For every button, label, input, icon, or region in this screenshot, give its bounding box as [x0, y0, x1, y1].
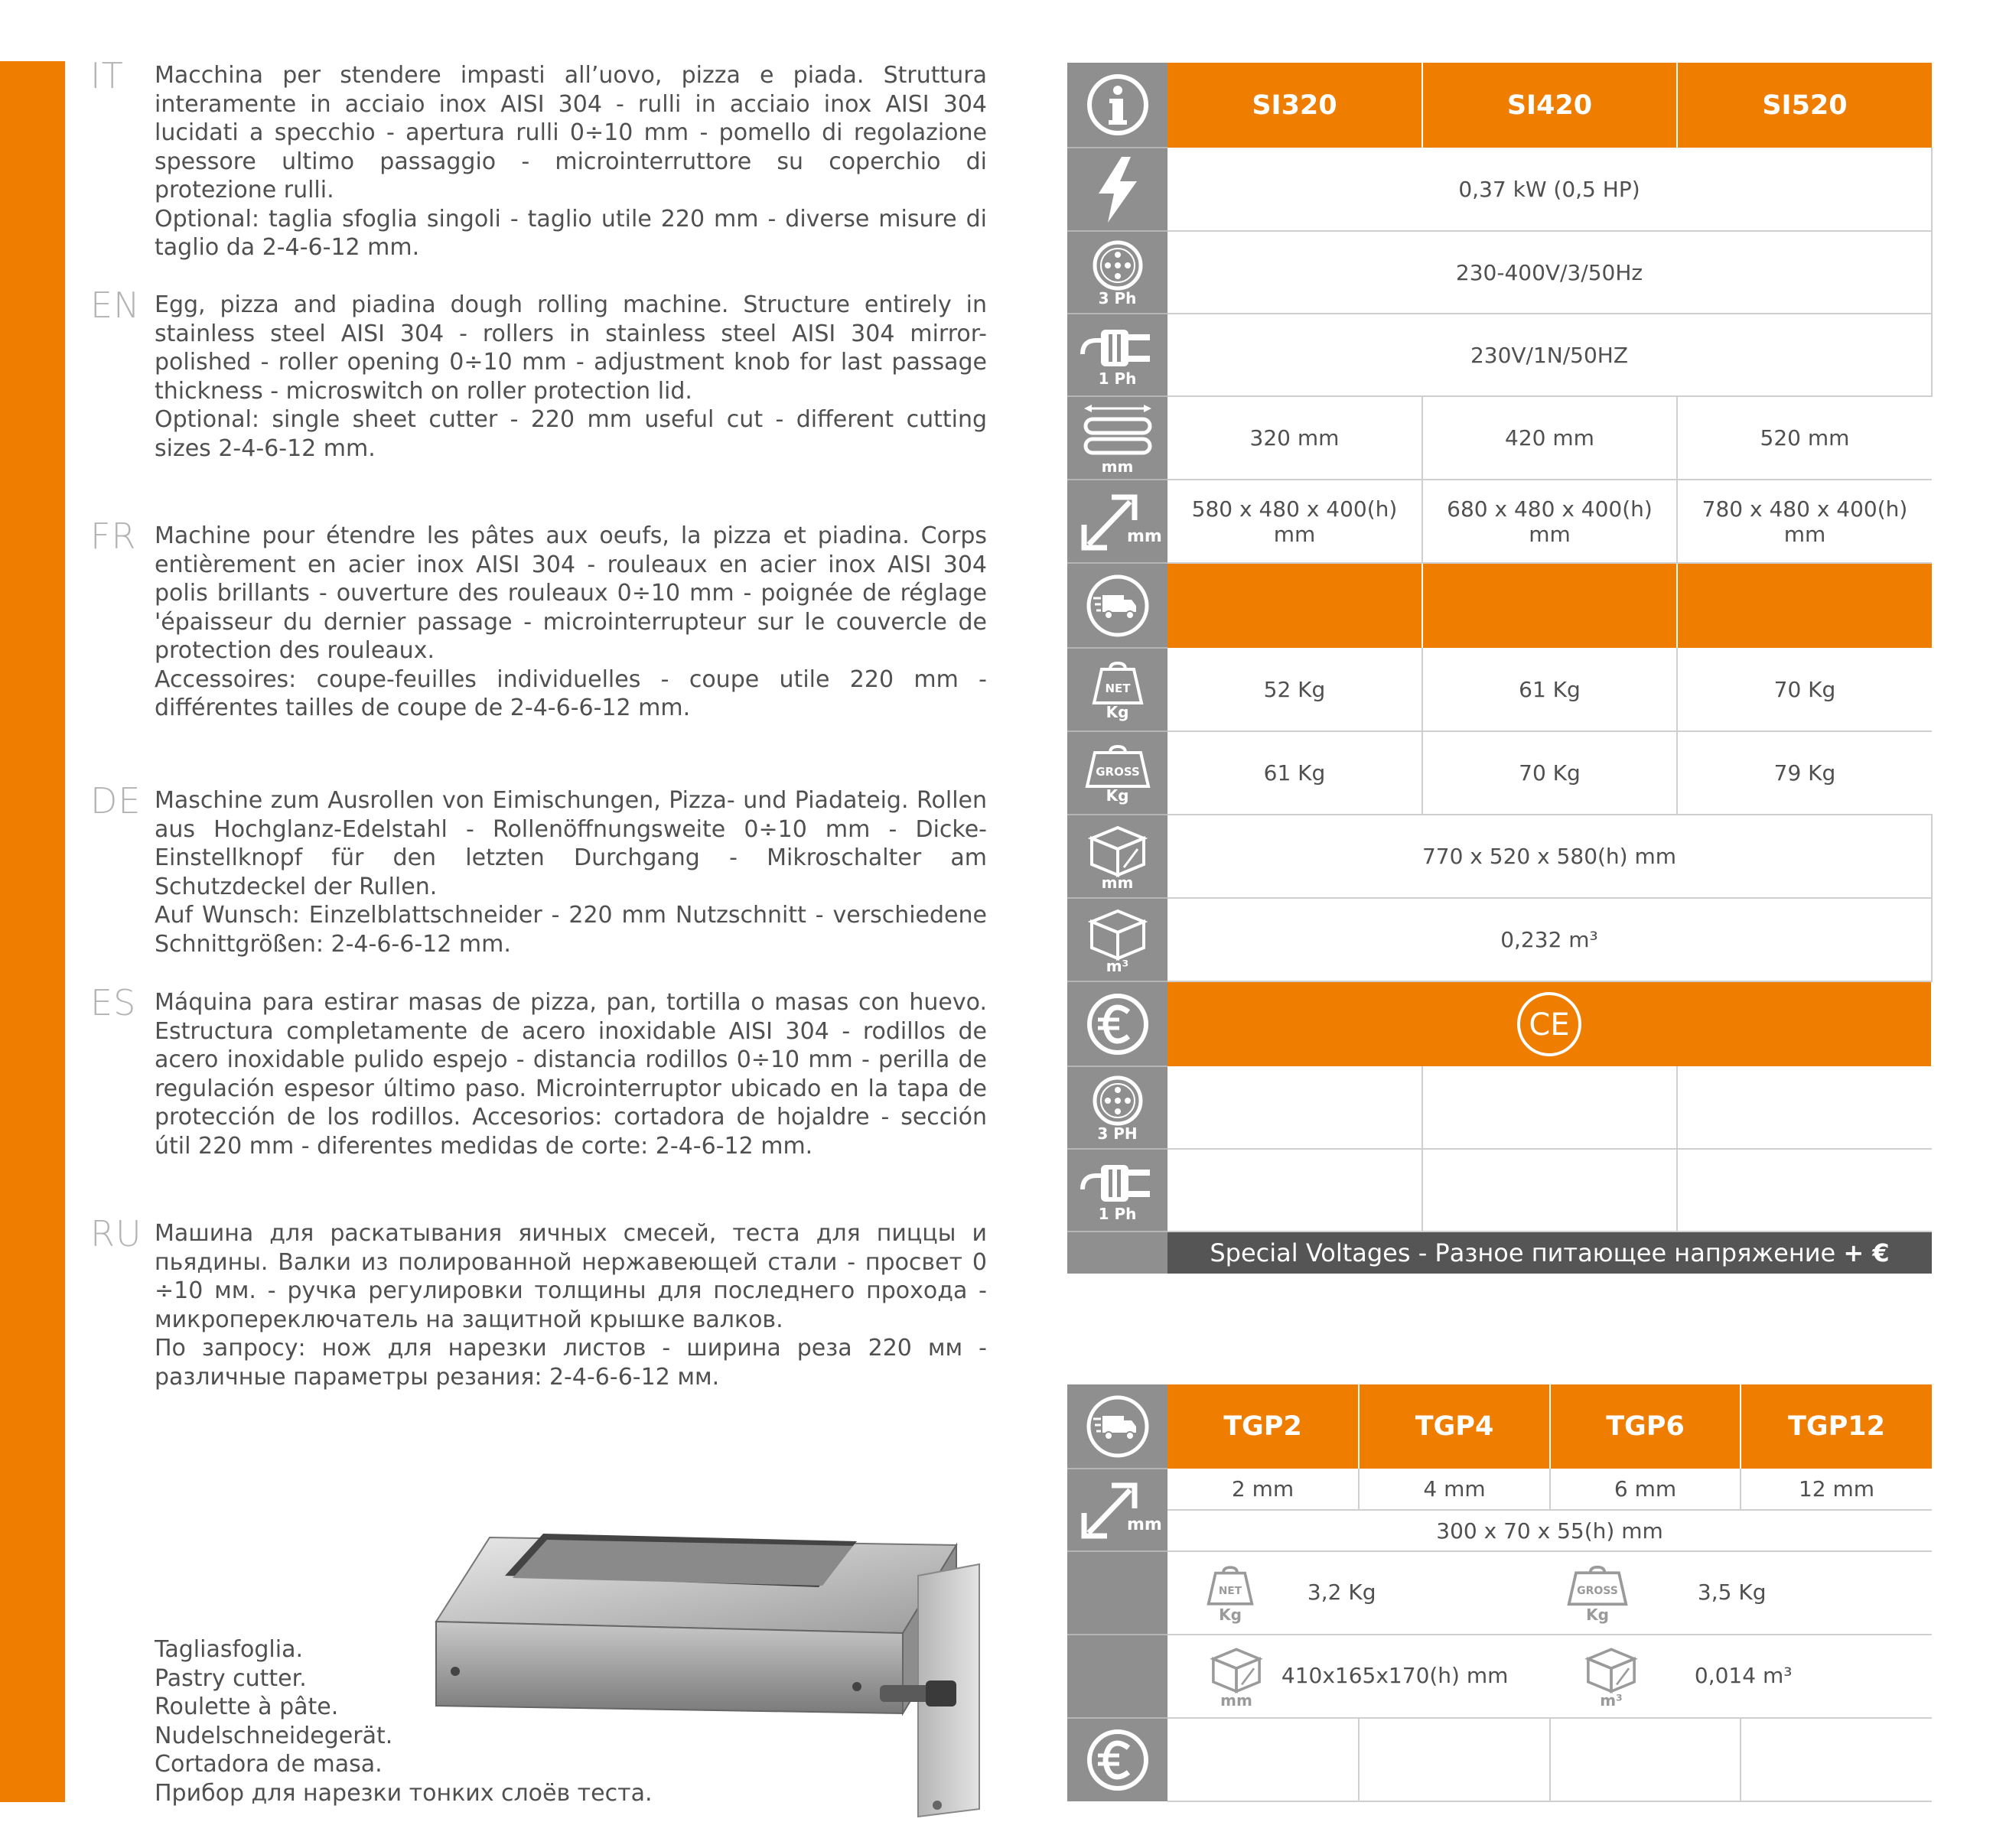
info-icon-cell: [1067, 63, 1167, 148]
acc-price-tgp6: [1550, 1718, 1741, 1801]
special-3ph-row: [1067, 1066, 1932, 1149]
cut-size-tgp12: 12 mm: [1741, 1469, 1932, 1510]
special-three-ph-label: 3 PH: [1097, 1124, 1138, 1143]
description-it-optional: Optional: taglia sfoglia singoli - taglio utile 220 mm - diverse misure di taglio da 2-4-6-12 mm.: [155, 205, 987, 261]
acc-header-row: [1067, 1384, 1932, 1469]
net-weight-row: [1067, 648, 1932, 731]
diagonal-dimension-icon: [1078, 491, 1162, 552]
pastry-cutter-image: [428, 1503, 979, 1824]
acc-weight-icon-cell: [1067, 1551, 1167, 1635]
lang-code-ru: RU: [90, 1213, 142, 1254]
description-es: [155, 988, 987, 1160]
acc-price-tgp12: [1741, 1718, 1932, 1801]
package-mm-label: mm: [1101, 873, 1134, 892]
net-weight-icon-cell: [1067, 648, 1167, 731]
description-fr-optional: Accessoires: coupe-feuilles individuelles - coupe utile 220 mm - différentes tailles de coupe de 2-4-6-6-12 mm.: [155, 665, 987, 721]
acc-dimensions-icon-cell: [1067, 1469, 1167, 1551]
ce-mark-text: CE: [1529, 1007, 1570, 1043]
description-en-main: Egg, pizza and piadina dough rolling machine. Structure entirely in stainless steel AISI 304 - rollers in stainless steel AISI 304 mirror-polished - roller opening 0÷10 mm - adjustment knob for last passage thickness - microswitch on roller protection lid.: [155, 291, 987, 405]
delivery-truck-icon: [1086, 574, 1150, 638]
caption-line-es: Cortadora de masa.: [155, 1751, 383, 1778]
model-tgp12: TGP12: [1741, 1384, 1932, 1469]
special-three-phase-icon-cell: [1067, 1066, 1167, 1149]
net-weight-si420: 61 Kg: [1422, 648, 1677, 731]
model-tgp2: TGP2: [1167, 1384, 1359, 1469]
lang-code-it: IT: [90, 55, 124, 96]
acc-cut-size-row: [1067, 1469, 1932, 1510]
acc-gross-weight-cell: [1550, 1551, 1932, 1635]
acc-package-volume-cell: [1550, 1635, 1932, 1718]
acc-dimensions-mm-text: mm: [1126, 1515, 1162, 1534]
acc-price-tgp4: [1359, 1718, 1550, 1801]
spec-table-machine: [1067, 63, 1933, 1274]
delivery-truck-icon: [1086, 1394, 1150, 1459]
three-phase-socket-icon: [1091, 1074, 1145, 1127]
acc-package-mm-label: mm: [1220, 1690, 1252, 1710]
gross-weight-row: [1067, 731, 1932, 815]
acc-net-weight-value: 3,2 Kg: [1307, 1579, 1376, 1605]
roller-width-si420: 420 mm: [1422, 396, 1677, 480]
special-3ph-si320: [1167, 1066, 1422, 1149]
shipping-bar-3: [1677, 563, 1932, 648]
acc-net-kg-label: Kg: [1219, 1605, 1242, 1624]
one-ph-label: 1 Ph: [1098, 369, 1137, 388]
roller-icon-cell: [1067, 396, 1167, 480]
shipping-row: [1067, 563, 1932, 648]
description-fr: [155, 522, 987, 723]
plug-icon: [1080, 324, 1156, 373]
diagonal-dimension-icon: [1078, 1479, 1162, 1541]
gross-weight-icon-cell: [1067, 731, 1167, 815]
lang-code-en: EN: [90, 285, 141, 326]
package-volume-row: [1067, 898, 1932, 981]
left-accent-bar: [0, 61, 65, 1802]
voltage-1ph-value: 230V/1N/50HZ: [1167, 314, 1932, 396]
acc-gross-weight-icon-wrap: [1565, 1564, 1630, 1622]
model-tgp6: TGP6: [1550, 1384, 1741, 1469]
acc-package-row: [1067, 1635, 1932, 1718]
euro-icon-cell: [1067, 981, 1167, 1066]
net-kg-label: Kg: [1106, 702, 1129, 721]
three-phase-socket-icon: [1091, 239, 1145, 292]
shipping-icon-cell: [1067, 563, 1167, 648]
caption-line-ru: Прибор для нарезки тонких слоёв теста.: [155, 1779, 653, 1807]
caption-line-it: Tagliasfoglia.: [155, 1636, 304, 1663]
model-si520: SI520: [1677, 63, 1932, 148]
ce-mark-cell: [1167, 981, 1932, 1066]
gross-weight-si320: 61 Kg: [1167, 731, 1422, 815]
euro-icon: [1086, 992, 1150, 1056]
shipping-bar-1: [1167, 563, 1422, 648]
special-3ph-si420: [1422, 1066, 1677, 1149]
roller-width-si320: 320 mm: [1167, 396, 1422, 480]
info-icon: [1086, 73, 1150, 137]
dimensions-mm-text: mm: [1126, 526, 1162, 546]
acc-package-volume-value: 0,014 m³: [1694, 1662, 1793, 1688]
dimensions-si320: 580 x 480 x 400(h) mm: [1167, 480, 1422, 563]
special-voltages-bar: [1167, 1231, 1932, 1274]
three-ph-label: 3 Ph: [1098, 289, 1137, 307]
cut-size-tgp2: 2 mm: [1167, 1469, 1359, 1510]
special-voltages-suffix: + €: [1843, 1238, 1890, 1267]
acc-euro-icon-cell: [1067, 1718, 1167, 1801]
power-icon-cell: [1067, 148, 1167, 231]
shipping-bar-2: [1422, 563, 1677, 648]
header-row: [1067, 63, 1932, 148]
roller-width-row: [1067, 396, 1932, 480]
cut-size-tgp4: 4 mm: [1359, 1469, 1550, 1510]
net-weight-si520: 70 Kg: [1677, 648, 1932, 731]
acc-weight-row: [1067, 1551, 1932, 1635]
description-es-main: Máquina para estirar masas de pizza, pan, tortilla o masas con huevo. Estructura completamente de acero inoxidable AISI 304 - rodillos de acero inoxidable pulido espejo - distancia rodillos 0÷10 mm - perilla de regulación espesor último paso. Microinterruptor ubicado en la tapa de protección de los rodillos. Accesorios: cortadora de hojaldre - sección útil 220 mm - diferentes medidas de corte: 2-4-6-12 mm.: [155, 989, 987, 1160]
acc-gross-kg-label: Kg: [1586, 1605, 1609, 1624]
volume-box-icon: [1581, 1645, 1642, 1693]
special-voltages-text: Special Voltages - Разное питающее напряжение: [1210, 1238, 1836, 1267]
gross-weight-si520: 79 Kg: [1677, 731, 1932, 815]
description-ru-optional: По запросу: нож для нарезки листов - ширина реза 220 мм - различные параметры резания: 2-4-6-6-12 мм.: [155, 1335, 987, 1391]
model-si420: SI420: [1422, 63, 1677, 148]
caption-line-de: Nudelschneidegerät.: [155, 1722, 393, 1749]
roller-width-si520: 520 mm: [1677, 396, 1932, 480]
acc-net-weight-icon-wrap: [1206, 1564, 1255, 1622]
acc-package-box-icon-wrap: [1206, 1645, 1267, 1708]
power-value: 0,37 kW (0,5 HP): [1167, 148, 1932, 231]
description-fr-main: Machine pour étendre les pâtes aux oeufs, la pizza et piadina. Corps entièrement en acier inox AISI 304 - rouleaux en acier inox AISI 304 polis brillants - ouverture des rouleaux 0÷10 mm - poignée de réglage 'épaisseur du dernier passage - microinterrupteur sur le couvercle de protection des rouleaux.: [155, 522, 987, 664]
special-1ph-row: [1067, 1149, 1932, 1231]
dimensions-row: [1067, 480, 1932, 563]
roller-mm-label: mm: [1101, 457, 1134, 476]
ce-mark-icon: [1514, 989, 1584, 1059]
model-tgp4: TGP4: [1359, 1384, 1550, 1469]
acc-gross-weight-value: 3,5 Kg: [1697, 1579, 1767, 1605]
roller-width-icon: [1078, 402, 1158, 460]
acc-package-dimensions-value: 410x165x170(h) mm: [1281, 1662, 1509, 1688]
acc-dimensions-value: 300 x 70 x 55(h) mm: [1167, 1510, 1932, 1551]
description-de-main: Maschine zum Ausrollen von Eimischungen, Pizza- und Piadateig. Rollen aus Hochglanz-Edelstahl - Rollenöffnungsweite 0÷10 mm - Dicke-Einstellknopf für den letzten Durchgang - Mikroschalter am Schutzdeckel der Rullen.: [155, 787, 987, 900]
three-phase-icon-cell: [1067, 231, 1167, 314]
acc-package-dimensions-cell: [1167, 1635, 1550, 1718]
lightning-bolt-icon: [1091, 155, 1145, 224]
acc-dimensions-row: [1067, 1510, 1932, 1551]
description-en-optional: Optional: single sheet cutter - 220 mm useful cut - different cutting sizes 2-4-6-12 mm.: [155, 406, 987, 462]
gross-weight-si420: 70 Kg: [1422, 731, 1677, 815]
acc-shipping-icon-cell: [1067, 1384, 1167, 1469]
description-it: [155, 61, 987, 262]
special-1ph-si420: [1422, 1149, 1677, 1231]
package-dimensions-value: 770 x 520 x 580(h) mm: [1167, 815, 1932, 898]
description-en: [155, 291, 987, 463]
gross-weight-icon: [1565, 1564, 1630, 1607]
acc-package-m3-label: m³: [1600, 1690, 1623, 1710]
special-voltages-spacer: [1067, 1231, 1167, 1274]
lang-code-de: DE: [90, 780, 142, 822]
description-ru-main: Машина для раскатывания яичных смесей, теста для пиццы и пьядины. Валки из полированной нержавеющей стали - просвет 0 ÷10 мм. - ручка регулировки толщины для последнего прохода - микропереключатель на защитной крышке валков.: [155, 1220, 987, 1333]
dimensions-icon-cell: [1067, 480, 1167, 563]
dimensions-si520: 780 x 480 x 400(h) mm: [1677, 480, 1932, 563]
special-voltages-row: [1067, 1231, 1932, 1274]
euro-icon: [1086, 1728, 1150, 1792]
net-text: NET: [1104, 681, 1131, 695]
price-row: [1067, 981, 1932, 1066]
lang-code-es: ES: [90, 982, 137, 1023]
plug-icon: [1080, 1159, 1156, 1208]
special-single-phase-icon-cell: [1067, 1149, 1167, 1231]
description-it-main: Macchina per stendere impasti all’uovo, pizza e piada. Struttura interamente in acciaio inox AISI 304 - rulli in acciaio inox AISI 304 lucidati a specchio - apertura rulli 0÷10 mm - pomello di regolazione spessore ultimo passaggio - microinterruttore su coperchio di protezione rulli.: [155, 62, 987, 203]
spec-table-cutter: [1067, 1384, 1932, 1802]
acc-volume-box-icon-wrap: [1581, 1645, 1642, 1708]
voltage-3ph-value: 230-400V/3/50Hz: [1167, 231, 1932, 314]
gross-weight-icon: [1084, 743, 1151, 789]
description-de-optional: Auf Wunsch: Einzelblattschneider - 220 mm Nutzschnitt - verschiedene Schnittgrößen: 2-4-6-6-12 mm.: [155, 902, 987, 958]
package-dimensions-icon-cell: [1067, 815, 1167, 898]
acc-price-tgp2: [1167, 1718, 1359, 1801]
net-weight-icon: [1206, 1564, 1255, 1607]
acc-package-icon-cell: [1067, 1635, 1167, 1718]
cut-size-tgp6: 6 mm: [1550, 1469, 1741, 1510]
acc-price-row: [1067, 1718, 1932, 1801]
acc-net-text: NET: [1218, 1584, 1242, 1597]
description-ru: [155, 1219, 987, 1391]
package-m3-label: m³: [1106, 956, 1129, 975]
voltage-3ph-row: [1067, 231, 1932, 314]
acc-net-weight-cell: [1167, 1551, 1550, 1635]
power-row: [1067, 148, 1932, 231]
dimensions-si420: 680 x 480 x 400(h) mm: [1422, 480, 1677, 563]
model-si320: SI320: [1167, 63, 1422, 148]
caption-line-fr: Roulette à pâte.: [155, 1693, 339, 1720]
description-de: [155, 786, 987, 958]
caption-line-en: Pastry cutter.: [155, 1664, 307, 1692]
package-volume-icon-cell: [1067, 898, 1167, 981]
special-1ph-si520: [1677, 1149, 1932, 1231]
single-phase-icon-cell: [1067, 314, 1167, 396]
net-weight-icon: [1091, 660, 1145, 706]
volume-box-icon: [1086, 906, 1150, 960]
voltage-1ph-row: [1067, 314, 1932, 396]
package-box-icon: [1086, 823, 1150, 877]
special-1ph-si320: [1167, 1149, 1422, 1231]
package-box-icon: [1206, 1645, 1267, 1693]
gross-text: GROSS: [1095, 764, 1140, 779]
gross-kg-label: Kg: [1106, 786, 1129, 805]
lang-code-fr: FR: [90, 516, 137, 557]
acc-gross-text: GROSS: [1577, 1584, 1618, 1597]
package-volume-value: 0,232 m³: [1167, 898, 1932, 981]
special-3ph-si520: [1677, 1066, 1932, 1149]
special-one-ph-label: 1 Ph: [1098, 1205, 1137, 1223]
net-weight-si320: 52 Kg: [1167, 648, 1422, 731]
package-dimensions-row: [1067, 815, 1932, 898]
